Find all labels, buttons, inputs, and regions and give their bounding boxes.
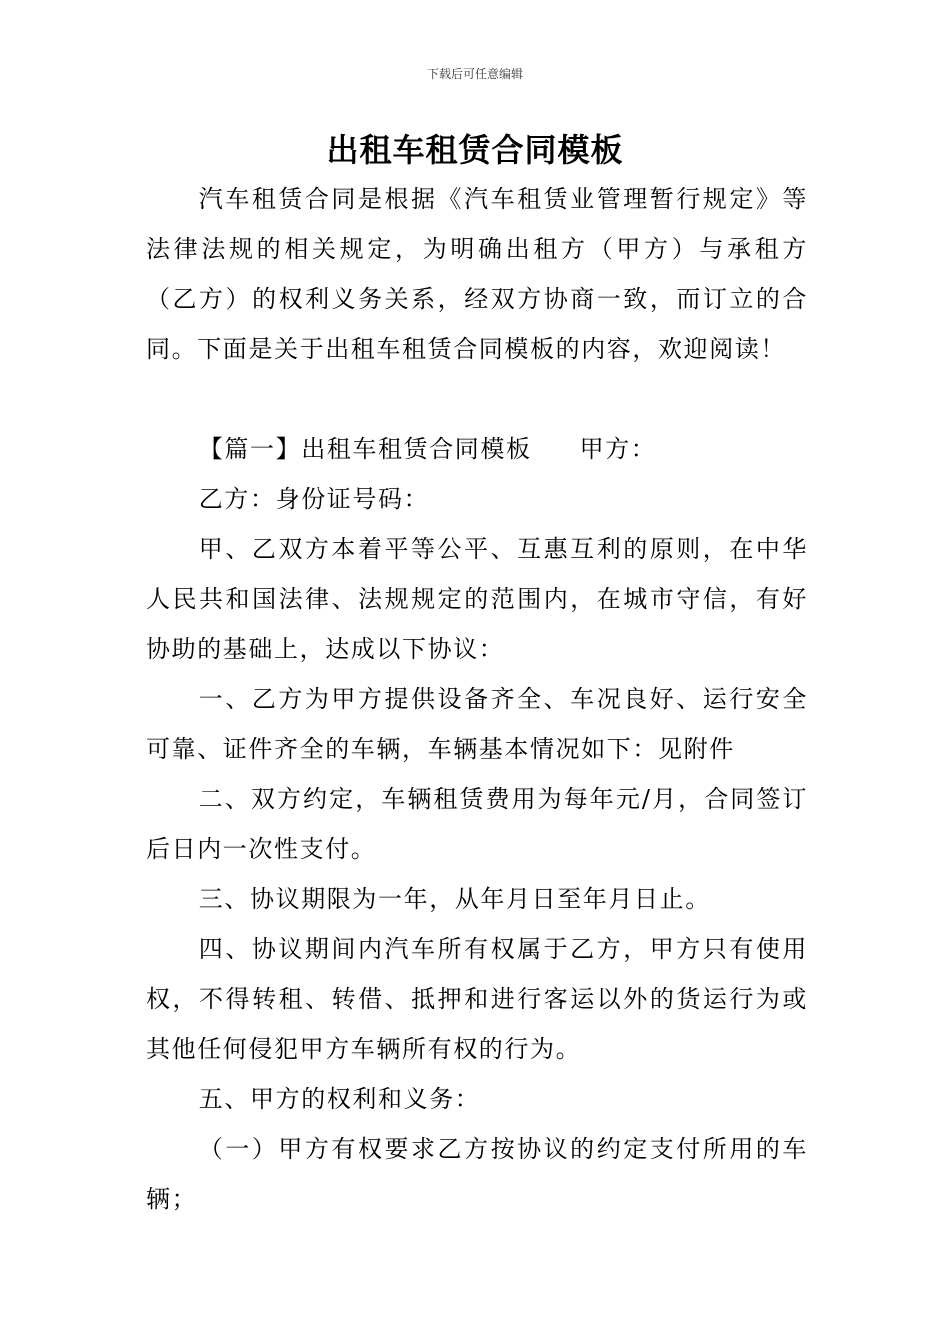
paragraph-principle: 甲、乙双方本着平等公平、互惠互利的原则，在中华人民共和国法律、法规规定的范围内，在城市守信，有好协助的基础上，达成以下协议： [146, 535, 808, 663]
paragraph-clause-4: 四、协议期间内汽车所有权属于乙方，甲方只有使用权，不得转租、转借、抵押和进行客运以外的货运行为或其他任何侵犯甲方车辆所有权的行为。 [146, 935, 808, 1063]
paragraph-clause-1: 一、乙方为甲方提供设备齐全、车况良好、运行安全可靠、证件齐全的车辆，车辆基本情况如下：见附件 [146, 685, 808, 763]
intro-paragraph: 汽车租赁合同是根据《汽车租赁业管理暂行规定》等法律法规的相关规定，为明确出租方（甲方）与承租方（乙方）的权利义务关系，经双方协商一致，而订立的合同。下面是关于出租车租赁合同模板的内容，欢迎阅读！ [146, 185, 808, 363]
header-note: 下载后可任意编辑 [426, 67, 523, 81]
document-title: 出租车租赁合同模板 [326, 131, 624, 169]
party-b-line: 乙方：身份证号码： [198, 485, 430, 513]
paragraph-clause-2: 二、双方约定，车辆租赁费用为每年元/月，合同签订后日内一次性支付。 [146, 785, 808, 863]
paragraph-clause-5-1: （一）甲方有权要求乙方按协议的约定支付所用的车辆； [146, 1135, 808, 1213]
section-heading: 【篇一】出租车租赁合同模板 [198, 435, 532, 463]
paragraph-clause-5: 五、甲方的权利和义务： [198, 1085, 481, 1113]
party-a-label: 甲方： [579, 435, 657, 463]
document-body [146, 174, 808, 1224]
paragraph-clause-3: 三、协议期限为一年，从年月日至年月日止。 [198, 885, 711, 913]
section-heading-line [146, 424, 808, 474]
